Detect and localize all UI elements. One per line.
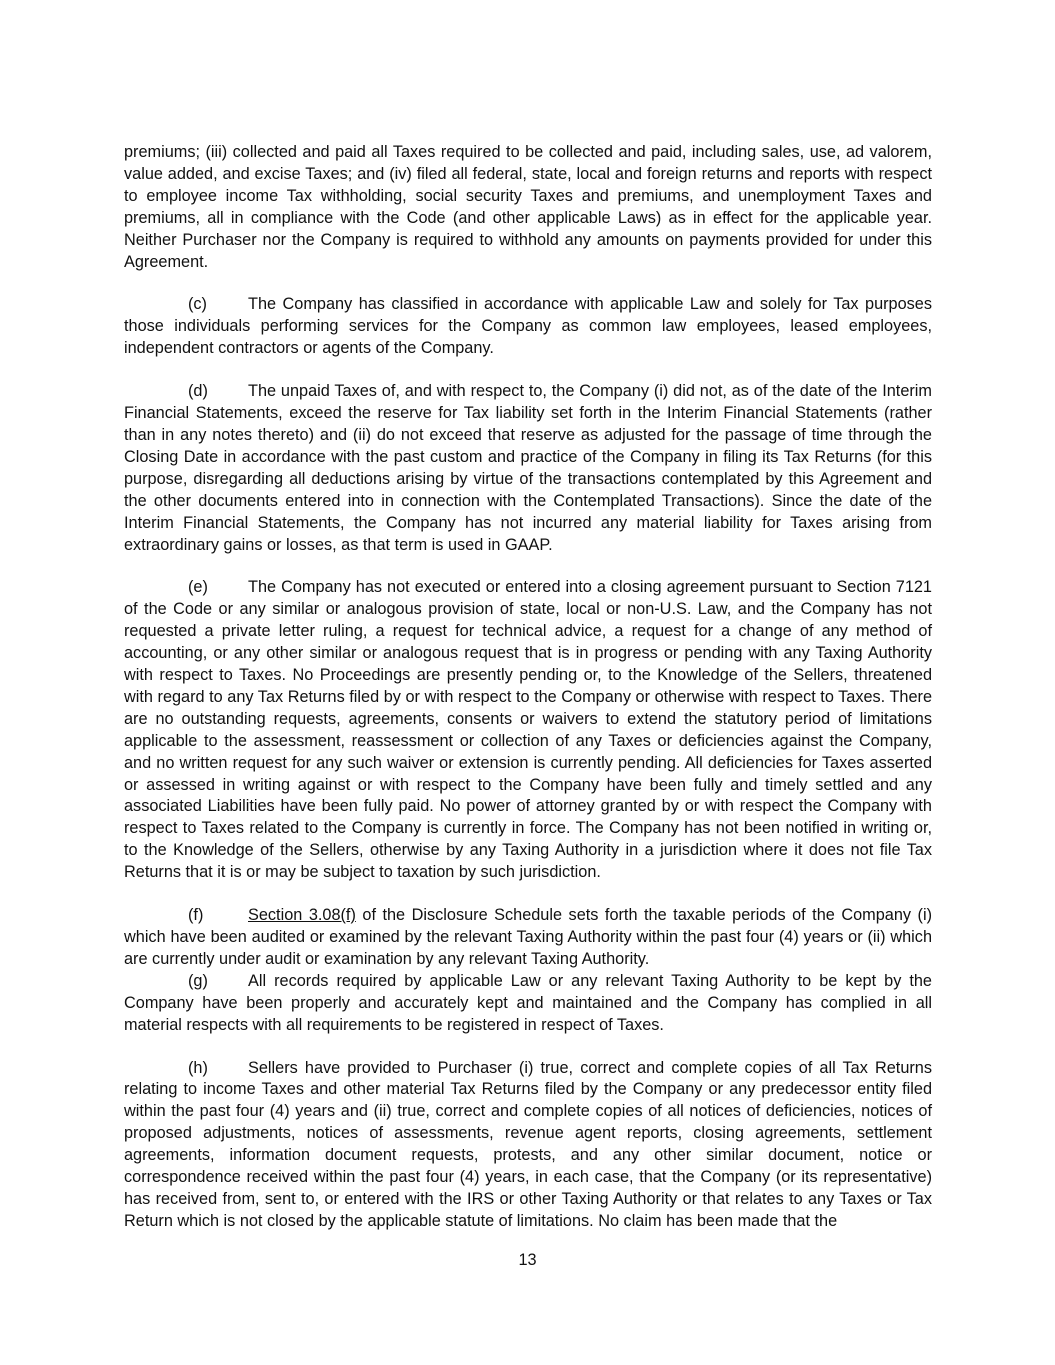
- section-text: Sellers have provided to Purchaser (i) true, correct and complete copies of all Tax Returns relating to income Taxes and other material Tax Returns filed by the Company or any predecessor entity filed within the past four (4) years and (ii) true, correct and complete copies of all notices of deficiencies, notices of proposed adjustments, notices of assessments, revenue agent reports, closing agreements, settlement agreements, information document requests, protests, and any other similar document, notice or correspondence received within the past four (4) years, in each case, that the Company (or its representative) has received from, sent to, or entered with the IRS or other Taxing Authority or that relates to any Taxes or Tax Return which is not closed by the applicable statute of limitations. No claim has been made that the: [124, 1058, 932, 1230]
- paragraph-text: premiums; (iii) collected and paid all Taxes required to be collected and paid, including sales, use, ad valorem, value added, and excise Taxes; and (iv) filed all federal, state, local and foreign returns and reports with respect to employee income Tax withholding, social security Taxes and premiums, and unemployment Taxes and premiums, all in compliance with the Code (and other applicable Laws) as in effect for the applicable year. Neither Purchaser nor the Company is required to withhold any amounts on payments provided for under this Agreement.: [124, 143, 932, 271]
- section-label: (d): [188, 382, 208, 401]
- section-reference-link[interactable]: Section 3.08(f): [248, 906, 356, 925]
- section-label: (g): [188, 971, 208, 990]
- section-text: All records required by applicable Law or any relevant Taxing Authority to be kept by the Company have been properly and accurately kept and maintained and the Company has complied in all material respects with all requirements to be registered in respect of Taxes.: [124, 971, 932, 1034]
- paragraph-continuation: [124, 142, 932, 273]
- section-label: (f): [188, 906, 204, 925]
- section-label: (h): [188, 1058, 208, 1077]
- document-page: [124, 142, 932, 1233]
- section-text: The Company has not executed or entered into a closing agreement pursuant to Section 7121 of the Code or any similar or analogous provision of state, local or non-U.S. Law, and the Company has not requested a private letter ruling, a request for technical advice, a request for a change of any method of accounting, or any other similar or analogous request that is in progress or pending with any Taxing Authority with respect to Taxes. No Proceedings are presently pending or, to the Knowledge of the Sellers, threatened with regard to any Tax Returns filed by or with respect to the Company or otherwise with respect to Taxes. There are no outstanding requests, agreements, consents or waivers to extend the statutory period of limitations applicable to the assessment, reassessment or collection of any Taxes or deficiencies against the Company, and no written request for any such waiver or extension is currently pending. All deficiencies for Taxes asserted or assessed in writing against or with respect to the Company have been fully and timely settled and any associated Liabilities have been fully paid. No power of attorney granted by or with respect the Company with respect to Taxes related to the Company is currently in force. The Company has not been notified in writing or, to the Knowledge of the Sellers, otherwise by any Taxing Authority in a jurisdiction where it does not file Tax Returns that it is or may be subject to taxation by such jurisdiction.: [124, 578, 932, 882]
- section-c: [124, 294, 932, 360]
- section-h: [124, 1058, 932, 1233]
- section-text: The Company has classified in accordance with applicable Law and solely for Tax purposes those individuals performing services for the Company as common law employees, leased employees, independent contractors or agents of the Company.: [124, 295, 932, 358]
- section-e: [124, 577, 932, 884]
- section-label: (c): [188, 295, 207, 314]
- section-f: [124, 905, 932, 971]
- section-g: [124, 971, 932, 1037]
- page-number: 13: [518, 1251, 537, 1269]
- section-d: [124, 381, 932, 556]
- section-label: (e): [188, 578, 208, 597]
- section-text: The unpaid Taxes of, and with respect to, the Company (i) did not, as of the date of the Interim Financial Statements, exceed the reserve for Tax liability set forth in the Interim Financial Statements (rather than in any notes thereto) and (ii) do not exceed that reserve as adjusted for the passage of time through the Closing Date in accordance with the past custom and practice of the Company in filing its Tax Returns (for this purpose, disregarding all deductions arising by virtue of the transactions contemplated by this Agreement and the other documents entered into in connection with the Contemplated Transactions). Since the date of the Interim Financial Statements, the Company has not incurred any material liability for Taxes arising from extraordinary gains or losses, as that term is used in GAAP.: [124, 382, 932, 554]
- section-text: of the Disclosure Schedule sets forth the taxable periods of the Company (i) which have been audited or examined by the relevant Taxing Authority within the past four (4) years or (ii) which are currently under audit or examination by any relevant Taxing Authority.: [124, 906, 932, 968]
